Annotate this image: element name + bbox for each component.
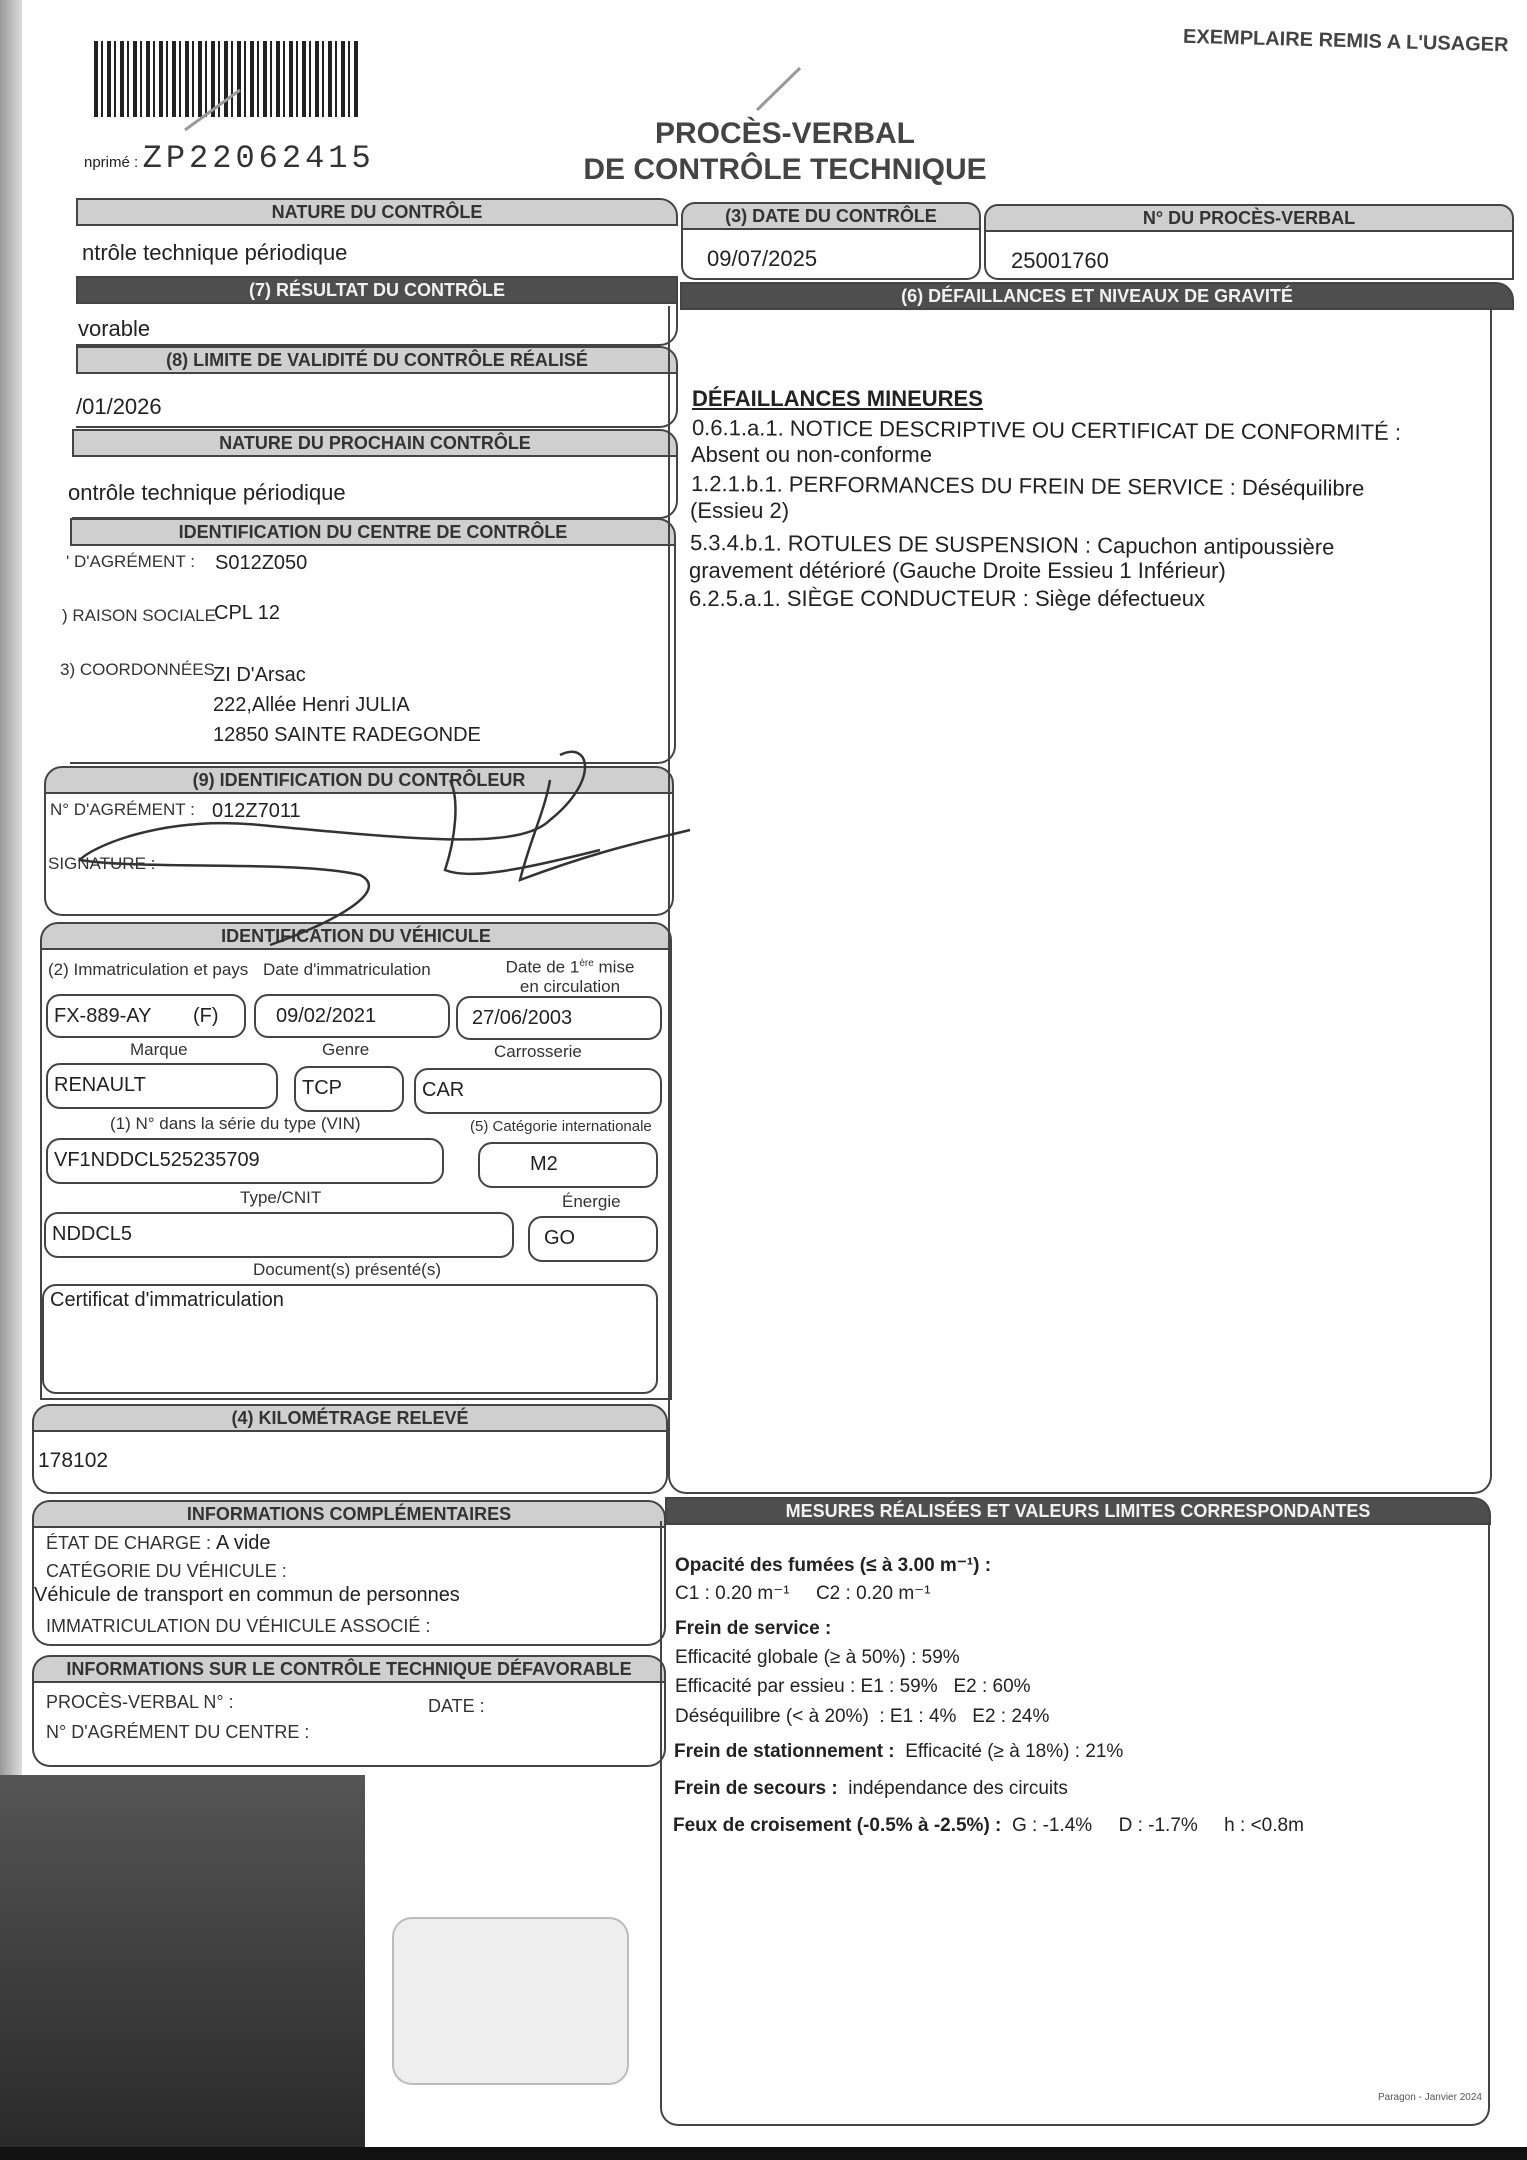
defaillance-line: gravement détérioré (Gauche Droite Essieu 1 Inférieur) (689, 558, 1226, 583)
address-line: 222,Allée Henri JULIA (213, 694, 410, 716)
defaillance-line: 0.6.1.a.1. NOTICE DESCRIPTIVE OU CERTIFICAT DE CONFORMITÉ : (691, 415, 1402, 445)
carrosserie-value: CAR (422, 1079, 465, 1101)
signature-stroke (80, 752, 690, 945)
centre-header: IDENTIFICATION DU CENTRE DE CONTRÔLE (70, 518, 676, 546)
desequilibre: Déséquilibre (< à 20%) : E1 : 4% E2 : 24% (675, 1706, 1050, 1727)
pv-header: N° DU PROCÈS-VERBAL (984, 204, 1514, 232)
defaillance-line: 6.2.5.a.1. SIÈGE CONDUCTEUR : Siège défectueux (689, 586, 1206, 611)
opacite-title: Opacité des fumées (≤ à 3.00 m⁻¹) : (675, 1555, 992, 1576)
address-line: 12850 SAINTE RADEGONDE (213, 724, 481, 746)
date-value: 09/07/2025 (707, 246, 818, 271)
type-value: NDDCL5 (52, 1223, 133, 1245)
vehicle-header: IDENTIFICATION DU VÉHICULE (40, 922, 672, 950)
controleur-agrement-label: N° D'AGRÉMENT : (50, 800, 195, 819)
date-header: (3) DATE DU CONTRÔLE (681, 202, 981, 230)
feux-title: Feux de croisement (-0.5% à -2.5%) : (673, 1815, 1002, 1836)
result-header: (7) RÉSULTAT DU CONTRÔLE (76, 276, 678, 304)
first-label-sup: ère (579, 958, 594, 969)
vin-value: VF1NDDCL525235709 (54, 1149, 260, 1171)
pencil-mark (185, 68, 800, 130)
defaillances-header: (6) DÉFAILLANCES ET NIVEAUX DE GRAVITÉ (680, 282, 1514, 310)
defaillance-line: (Essieu 2) (690, 498, 790, 523)
marque-label: Marque (130, 1040, 188, 1059)
date-immat-value: 09/02/2021 (276, 1005, 377, 1027)
printer-footer: Paragon - Janvier 2024 (1378, 2092, 1482, 2103)
cat-vehicle-value: Véhicule de transport en commun de personnes (34, 1584, 460, 1606)
defaillance-line: Absent ou non-conforme (691, 442, 932, 467)
pv-value: 25001760 (1011, 248, 1109, 273)
pays-value: (F) (193, 1005, 219, 1027)
eff-globale: Efficacité globale (≥ à 50%) : 59% (675, 1647, 960, 1668)
km-value: 178102 (38, 1449, 109, 1472)
mesures-header: MESURES RÉALISÉES ET VALEURS LIMITES CORRESPONDANTES (665, 1497, 1491, 1525)
date-immat-label: Date d'immatriculation (263, 960, 431, 979)
form-label: nprimé : (84, 154, 139, 171)
secours-value: indépendance des circuits (848, 1778, 1068, 1799)
centre-raison: CPL 12 (214, 602, 280, 624)
defav-agrement-label: N° D'AGRÉMENT DU CENTRE : (46, 1722, 310, 1742)
first-label-a: Date de 1 (505, 957, 580, 977)
form-number: ZP22062415 (142, 140, 375, 177)
km-header: (4) KILOMÉTRAGE RELEVÉ (32, 1404, 668, 1432)
defaillance-line: 1.2.1.b.1. PERFORMANCES DU FREIN DE SERVICE : Déséquilibre (690, 471, 1365, 501)
immat-value: FX-889-AY (54, 1005, 152, 1027)
next-header: NATURE DU PROCHAIN CONTRÔLE (72, 429, 678, 457)
first-label-b: mise (593, 957, 635, 977)
vin-label: (1) N° dans la série du type (VIN) (110, 1114, 361, 1133)
address-line: ZI D'Arsac (213, 664, 306, 686)
result-value: vorable (78, 316, 151, 341)
defav-pv-label: PROCÈS-VERBAL N° : (46, 1692, 234, 1712)
defav-header: INFORMATIONS SUR LE CONTRÔLE TECHNIQUE DÉFAVORABLE (32, 1655, 666, 1683)
type-label: Type/CNIT (240, 1188, 322, 1207)
cat-vehicle-label: CATÉGORIE DU VÉHICULE : (46, 1561, 287, 1581)
centre-coord-label: 3) COORDONNÉES (60, 660, 215, 679)
validity-header: (8) LIMITE DE VALIDITÉ DU CONTRÔLE RÉALISÉ (76, 346, 678, 374)
cat-value: M2 (530, 1153, 558, 1175)
marque-value: RENAULT (54, 1074, 146, 1096)
genre-label: Genre (322, 1040, 370, 1059)
title-line-1: PROCÈS-VERBAL (654, 117, 916, 150)
controleur-agrement: 012Z7011 (212, 800, 301, 822)
stationnement-value: Efficacité (≥ à 18%) : 21% (905, 1741, 1124, 1762)
feux-value: G : -1.4% D : -1.7% h : <0.8m (1011, 1815, 1304, 1836)
secours-title: Frein de secours : (674, 1778, 838, 1799)
eff-essieu: Efficacité par essieu : E1 : 59% E2 : 60% (675, 1676, 1031, 1697)
title-line-2: DE CONTRÔLE TECHNIQUE (583, 153, 987, 186)
validity-value: /01/2026 (76, 394, 162, 419)
copy-label: EXEMPLAIRE REMIS A L'USAGER (1182, 25, 1509, 57)
defaillances-title: DÉFAILLANCES MINEURES (692, 386, 983, 411)
stationnement-title: Frein de stationnement : (674, 1741, 895, 1762)
centre-agrement-label: ' D'AGRÉMENT : (66, 552, 195, 571)
centre-agrement: S012Z050 (215, 552, 308, 574)
signature-label: SIGNATURE : (48, 854, 156, 873)
charge-value: A vide (216, 1532, 271, 1554)
nature-value: ntrôle technique périodique (82, 240, 348, 265)
defaillance-line: 5.3.4.b.1. ROTULES DE SUSPENSION : Capuchon antipoussière (689, 530, 1335, 560)
charge-label: ÉTAT DE CHARGE : (46, 1533, 212, 1553)
info-header: INFORMATIONS COMPLÉMENTAIRES (32, 1500, 666, 1528)
carrosserie-label: Carrosserie (494, 1042, 582, 1061)
energie-label: Énergie (562, 1192, 621, 1211)
genre-value: TCP (302, 1077, 342, 1099)
assoc-label: IMMATRICULATION DU VÉHICULE ASSOCIÉ : (46, 1616, 431, 1636)
centre-raison-label: ) RAISON SOCIALE (62, 606, 216, 625)
defav-date-label: DATE : (428, 1696, 485, 1716)
first-label-c: en circulation (519, 976, 621, 996)
docs-value: Certificat d'immatriculation (50, 1289, 284, 1311)
opacite-values: C1 : 0.20 m⁻¹ C2 : 0.20 m⁻¹ (675, 1583, 931, 1604)
next-value: ontrôle technique périodique (68, 480, 346, 505)
immat-label: (2) Immatriculation et pays (48, 960, 249, 979)
controleur-header: (9) IDENTIFICATION DU CONTRÔLEUR (44, 766, 674, 794)
cat-label: (5) Catégorie internationale (470, 1118, 652, 1135)
first-registration-value: 27/06/2003 (472, 1007, 573, 1029)
energie-value: GO (544, 1227, 576, 1249)
frein-service-title: Frein de service : (675, 1618, 832, 1639)
nature-header: NATURE DU CONTRÔLE (76, 198, 678, 226)
docs-label: Document(s) présenté(s) (253, 1260, 442, 1279)
